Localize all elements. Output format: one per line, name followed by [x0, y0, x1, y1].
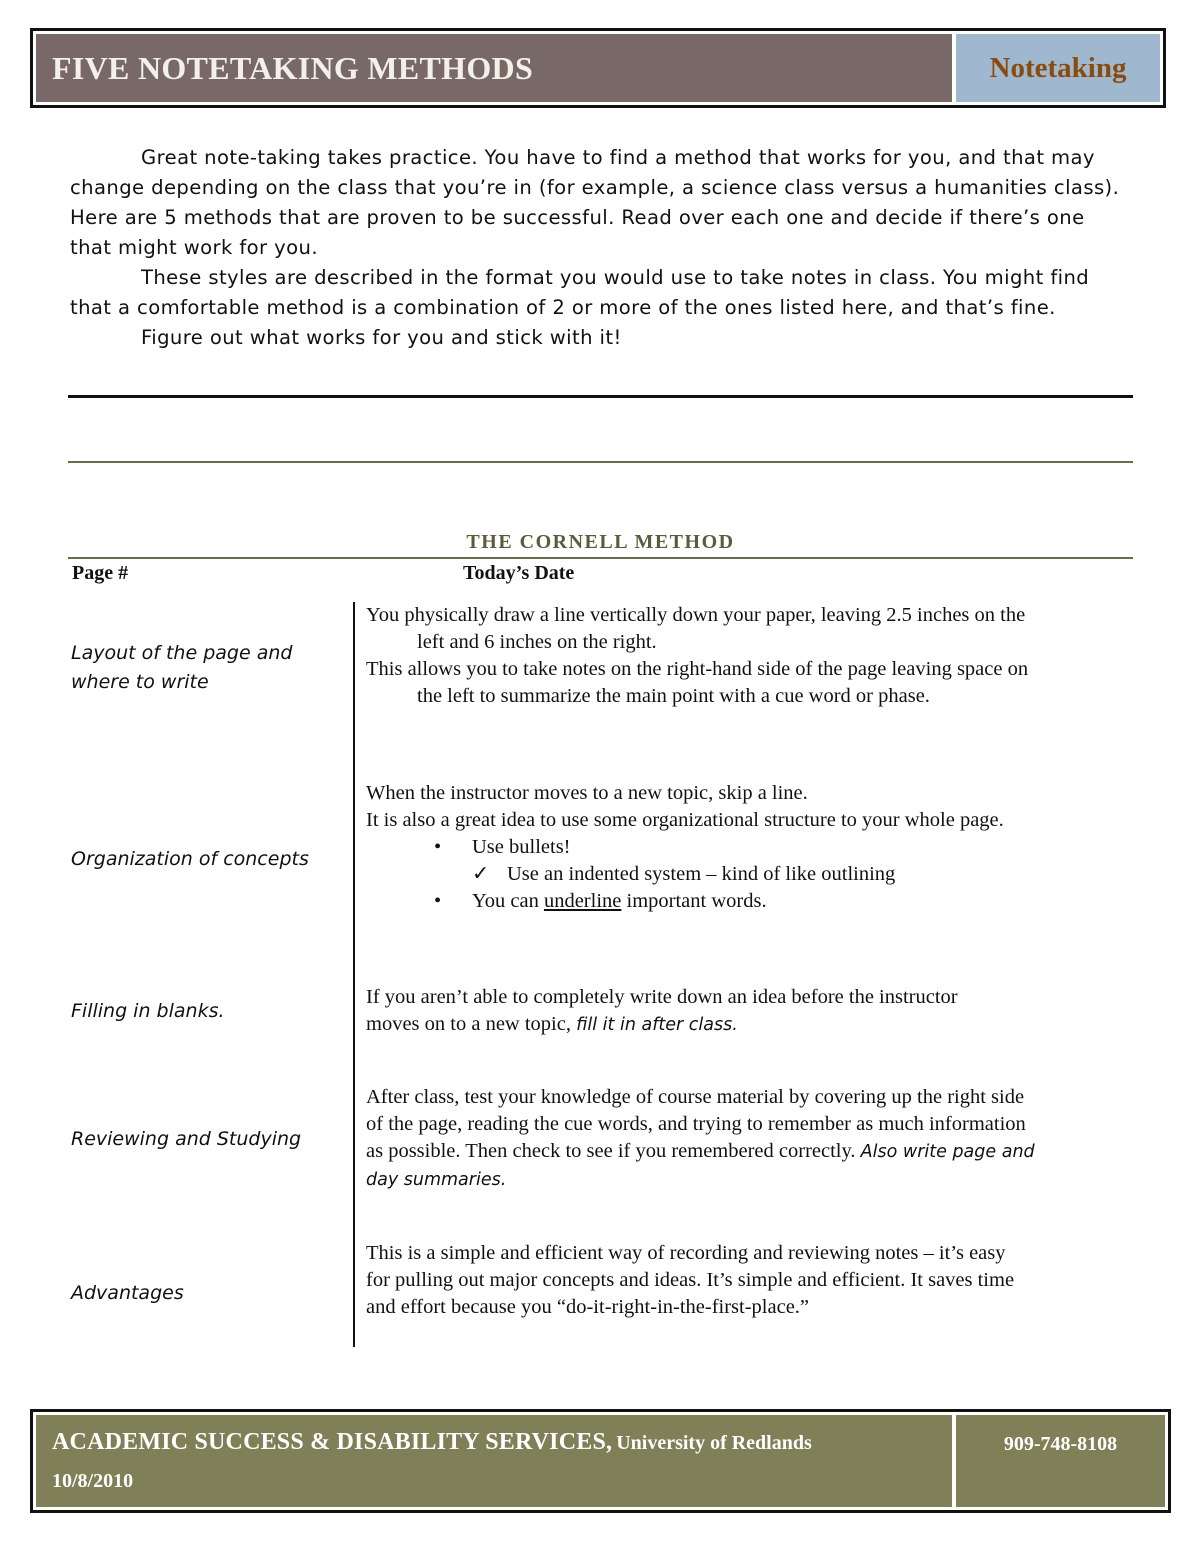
intro-paragraph-3: Figure out what works for you and stick with it!	[141, 326, 622, 349]
underlined-word: underline	[543, 890, 622, 912]
handwritten-note: fill it in after class.	[576, 1015, 738, 1035]
note-reviewing: After class, test your knowledge of course material by covering up the right side of the page, reading the cue words, and trying to remember as much information as possible. Then check to see if you remembered correctly. Also write page and day summaries.	[366, 1086, 1035, 1190]
intro-text	[70, 143, 1130, 353]
cue-layout: Layout of the page and where to write	[71, 642, 293, 693]
todays-date-label: Today’s Date	[463, 562, 575, 584]
cue-organization: Organization of concepts	[71, 848, 309, 870]
section-divider	[68, 557, 1133, 559]
note-layout-line-2: This allows you to take notes on the right-hand side of the page leaving space on the left to summarize the main point with a cue word or phase.	[366, 658, 1029, 707]
topic-tag: Notetaking	[956, 34, 1160, 102]
note-filling: If you aren’t able to completely write down an idea before the instructor moves on to a new topic, fill it in after class.	[366, 986, 958, 1035]
note-organization-line-1: When the instructor moves to a new topic, skip a line.	[366, 782, 808, 804]
section-title: THE CORNELL METHOD	[466, 531, 735, 553]
note-layout-line-1: You physically draw a line vertically down your paper, leaving 2.5 inches on the left and 6 inches on the right.	[366, 604, 1026, 653]
footer-banner	[30, 1409, 1171, 1513]
list-item: • You can underline important words.	[366, 888, 1046, 915]
divider-olive	[68, 461, 1133, 463]
cue-column-divider	[353, 602, 355, 1347]
checkmark-icon: ✓	[472, 863, 490, 885]
footer-org-name: ACADEMIC SUCCESS & DISABILITY SERVICES,	[52, 1429, 613, 1455]
bullet-list	[366, 834, 1046, 915]
list-item: ✓ Use an indented system – kind of like outlining	[366, 861, 1046, 888]
page-number-label: Page #	[72, 562, 129, 584]
bullet-icon: •	[434, 836, 442, 858]
note-organization-line-2: It is also a great idea to use some organizational structure to your whole page.	[366, 809, 1004, 831]
footer-phone: 909-748-8108	[956, 1415, 1165, 1507]
intro-paragraph-2: These styles are described in the format you would use to take notes in class. You might find that a comfortable method is a combination of 2 or more of the ones listed here, and that’s fine.	[70, 266, 1090, 319]
note-organization	[366, 780, 1046, 915]
bullet-icon: •	[434, 890, 442, 912]
list-item: • Use bullets!	[366, 834, 1046, 861]
divider-black	[68, 395, 1133, 398]
footer-date: 10/8/2010	[52, 1470, 134, 1492]
header-banner	[30, 28, 1166, 108]
note-advantages: This is a simple and efficient way of recording and reviewing notes – it’s easy for pulling out major concepts and ideas. It’s simple and efficient. It saves time and effort because you “do-it-right-in-the-first-place.”	[366, 1242, 1015, 1318]
note-layout	[366, 602, 1046, 710]
cue-filling: Filling in blanks.	[71, 1000, 225, 1022]
intro-paragraph-1: Great note-taking takes practice. You have to find a method that works for you, and that may change depending on the class that you’re in (for example, a science class versus a humanities class). Here are 5 methods that are proven to be successful. Read over each one and decide if there’s one that might work for you.	[70, 146, 1120, 259]
footer-university: University of Redlands	[616, 1432, 812, 1454]
document-title: FIVE NOTETAKING METHODS	[36, 34, 952, 102]
footer-org-block	[36, 1415, 952, 1507]
handwritten-note: Also write page and day summaries.	[366, 1142, 1035, 1190]
cue-advantages: Advantages	[71, 1282, 184, 1304]
cue-reviewing: Reviewing and Studying	[71, 1128, 302, 1150]
